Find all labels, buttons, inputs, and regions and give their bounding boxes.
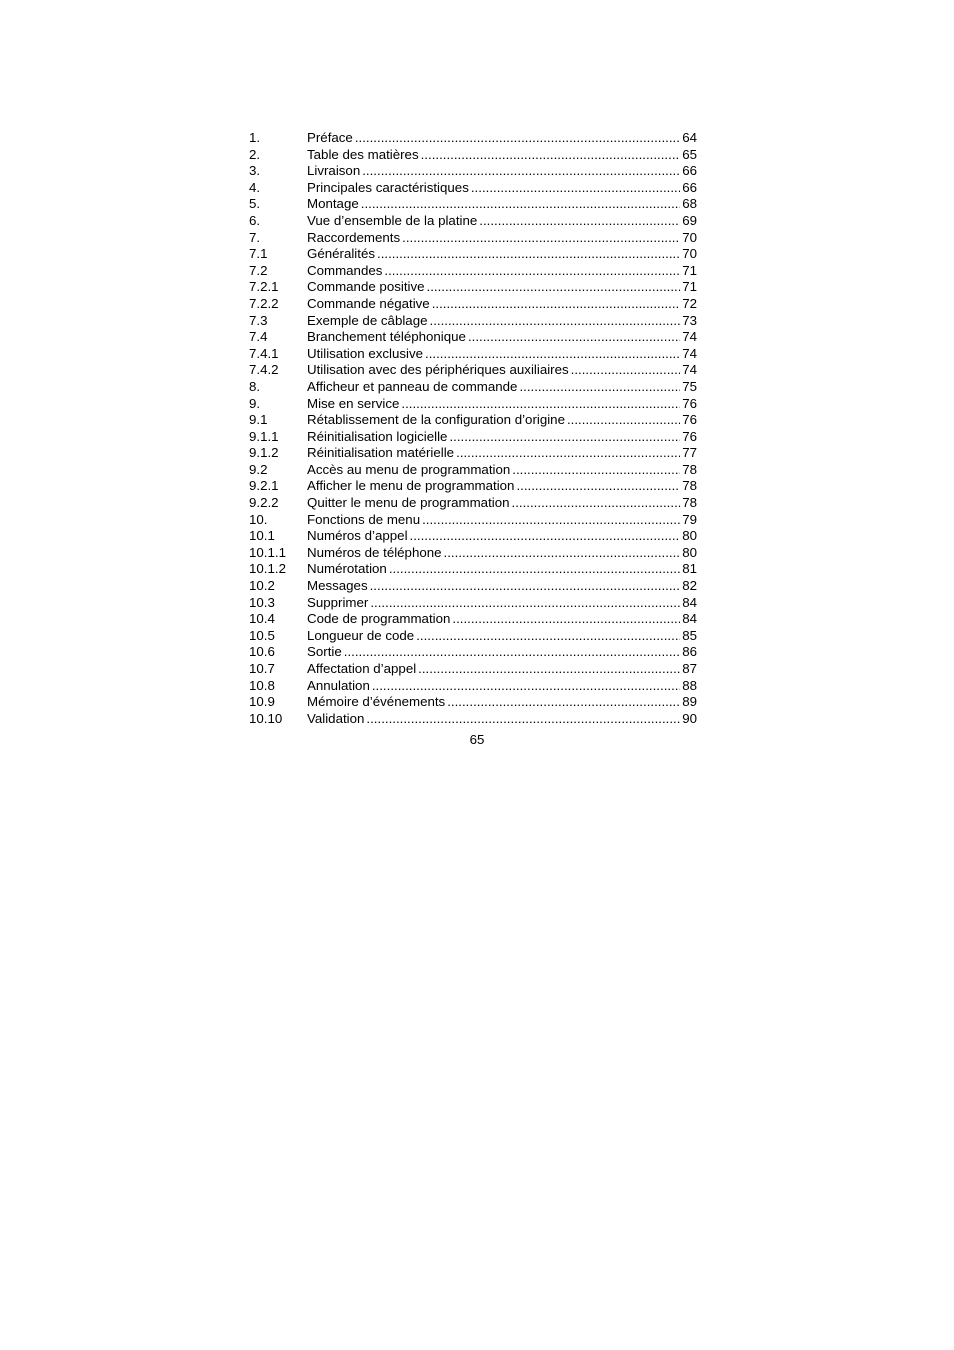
toc-row[interactable]: [249, 147, 697, 164]
toc-section-number: 9.2.1: [249, 478, 279, 494]
toc-entry: [307, 545, 697, 562]
toc-section-number: 9.2: [249, 461, 268, 477]
toc-section-number: 10.8: [249, 677, 275, 693]
toc-page-number: 89: [682, 694, 697, 710]
toc-section-number: 7.2: [249, 262, 268, 278]
toc-row[interactable]: [249, 528, 697, 545]
toc-row[interactable]: [249, 412, 697, 429]
toc-row[interactable]: [249, 561, 697, 578]
toc-section-number: 7.4: [249, 329, 268, 345]
toc-row[interactable]: [249, 196, 697, 213]
toc-leader-dots: [479, 213, 680, 230]
toc-leader-dots: [377, 246, 680, 263]
toc-page-number: 76: [682, 412, 697, 428]
toc-leader-dots: [370, 578, 681, 595]
toc-title: Afficher le menu de programmation: [307, 478, 515, 494]
toc-entry: [307, 478, 697, 495]
toc-row[interactable]: [249, 694, 697, 711]
toc-title: Code de programmation: [307, 611, 451, 627]
toc-row[interactable]: [249, 379, 697, 396]
toc-leader-dots: [430, 313, 681, 330]
toc-page-number: 70: [682, 229, 697, 245]
toc-entry: [307, 163, 697, 180]
toc-title: Montage: [307, 196, 359, 212]
toc-row[interactable]: [249, 213, 697, 230]
toc-title: Préface: [307, 130, 353, 145]
toc-page-number: 80: [682, 528, 697, 544]
toc-title: Accès au menu de programmation: [307, 461, 511, 477]
toc-leader-dots: [418, 661, 680, 678]
toc-row[interactable]: [249, 263, 697, 280]
toc-entry: [307, 296, 697, 313]
toc-title: Messages: [307, 578, 368, 594]
toc-leader-dots: [355, 130, 680, 147]
toc-page-number: 86: [682, 644, 697, 660]
toc-page-number: 64: [682, 130, 697, 145]
toc-title: Fonctions de menu: [307, 511, 421, 527]
toc-entry: [307, 346, 697, 363]
toc-section-number: 6.: [249, 212, 261, 228]
toc-page-number: 71: [682, 279, 697, 295]
toc-title: Commandes: [307, 262, 383, 278]
toc-leader-dots: [372, 678, 680, 695]
toc-entry: [307, 661, 697, 678]
toc-section-number: 10.6: [249, 644, 275, 660]
toc-entry: [307, 230, 697, 247]
toc-title: Numéros d’appel: [307, 528, 408, 544]
toc-entry: [307, 313, 697, 330]
toc-leader-dots: [432, 296, 681, 313]
toc-entry: [307, 396, 697, 413]
toc-title: Rétablissement de la configuration d’origine: [307, 412, 565, 428]
toc-title: Validation: [307, 710, 365, 726]
toc-section-number: 2.: [249, 146, 261, 162]
toc-section-number: 9.1: [249, 412, 268, 428]
toc-section-number: 10.9: [249, 694, 275, 710]
toc-page-number: 79: [682, 511, 697, 527]
toc-row[interactable]: [249, 595, 697, 612]
toc-entry: [307, 412, 697, 429]
toc-entry: [307, 130, 697, 147]
toc-section-number: 10.2: [249, 578, 275, 594]
toc-entry: [307, 678, 697, 695]
toc-entry: [307, 711, 697, 728]
toc-page-number: 84: [682, 611, 697, 627]
toc-leader-dots: [519, 379, 680, 396]
toc-row[interactable]: [249, 180, 697, 197]
toc-entry: [307, 246, 697, 263]
toc-title: Commande négative: [307, 295, 430, 311]
toc-title: Commande positive: [307, 279, 425, 295]
toc-row[interactable]: [249, 445, 697, 462]
toc-section-number: 10.7: [249, 661, 275, 676]
toc-leader-dots: [410, 528, 681, 545]
toc-page-number: 68: [682, 196, 697, 212]
toc-page-number: 72: [682, 295, 697, 311]
toc-section-number: 9.1.1: [249, 428, 279, 444]
toc-page-number: 76: [682, 395, 697, 411]
toc-entry: [307, 595, 697, 612]
toc-page-number: 70: [682, 246, 697, 262]
toc-row[interactable]: [249, 644, 697, 661]
toc-leader-dots: [402, 230, 680, 247]
toc-section-number: 10.1: [249, 528, 275, 544]
toc-leader-dots: [444, 545, 681, 562]
toc-entry: [307, 329, 697, 346]
toc-section-number: 7.: [249, 229, 261, 245]
toc-section-number: 4.: [249, 179, 261, 195]
toc-page-number: 74: [682, 362, 697, 378]
toc-title: Quitter le menu de programmation: [307, 495, 510, 511]
toc-title: Raccordements: [307, 229, 401, 245]
toc-page-number: 74: [682, 329, 697, 345]
toc-row[interactable]: [249, 512, 697, 529]
toc-leader-dots: [447, 694, 680, 711]
toc-section-number: 10.1.2: [249, 561, 286, 577]
table-of-contents: [249, 130, 697, 727]
toc-row[interactable]: [249, 661, 697, 678]
toc-entry: [307, 362, 697, 379]
toc-row[interactable]: [249, 163, 697, 180]
toc-page-number: 71: [682, 262, 697, 278]
toc-title: Principales caractéristiques: [307, 179, 469, 195]
toc-leader-dots: [384, 263, 680, 280]
toc-section-number: 10.1.1: [249, 544, 286, 560]
toc-row[interactable]: [249, 130, 697, 147]
toc-entry: [307, 628, 697, 645]
toc-leader-dots: [512, 495, 681, 512]
toc-entry: [307, 611, 697, 628]
toc-entry: [307, 196, 697, 213]
toc-page-number: 69: [682, 212, 697, 228]
toc-entry: [307, 147, 697, 164]
toc-title: Mise en service: [307, 395, 400, 411]
toc-entry: [307, 512, 697, 529]
toc-row[interactable]: [249, 545, 697, 562]
toc-page-number: 66: [682, 179, 697, 195]
toc-entry: [307, 445, 697, 462]
toc-section-number: 9.: [249, 395, 261, 411]
toc-page-number: 78: [682, 495, 697, 511]
toc-row[interactable]: [249, 495, 697, 512]
toc-row[interactable]: [249, 230, 697, 247]
toc-leader-dots: [512, 462, 680, 479]
toc-section-number: 10.: [249, 511, 268, 527]
toc-title: Table des matières: [307, 146, 419, 162]
toc-title: Longueur de code: [307, 627, 415, 643]
toc-page-number: 76: [682, 428, 697, 444]
toc-entry: [307, 561, 697, 578]
toc-row[interactable]: [249, 362, 697, 379]
toc-row[interactable]: [249, 578, 697, 595]
toc-leader-dots: [401, 396, 680, 413]
toc-row[interactable]: [249, 711, 697, 728]
toc-section-number: 7.3: [249, 312, 268, 328]
toc-page-number: 84: [682, 594, 697, 610]
toc-section-number: 10.4: [249, 611, 275, 627]
toc-title: Réinitialisation matérielle: [307, 445, 455, 461]
toc-section-number: 7.4.1: [249, 345, 279, 361]
toc-section-number: 10.10: [249, 710, 283, 726]
toc-row[interactable]: [249, 246, 697, 263]
toc-leader-dots: [422, 512, 680, 529]
toc-row[interactable]: [249, 628, 697, 645]
toc-row[interactable]: [249, 429, 697, 446]
toc-page-number: 81: [682, 561, 697, 577]
toc-row[interactable]: [249, 346, 697, 363]
toc-section-number: 7.1: [249, 246, 268, 262]
toc-entry: [307, 263, 697, 280]
toc-entry: [307, 644, 697, 661]
toc-leader-dots: [389, 561, 680, 578]
toc-section-number: 9.1.2: [249, 445, 279, 461]
toc-leader-dots: [366, 711, 680, 728]
toc-page-number: 75: [682, 378, 697, 394]
toc-leader-dots: [456, 445, 680, 462]
toc-page-number: 66: [682, 163, 697, 179]
toc-leader-dots: [427, 279, 681, 296]
toc-leader-dots: [449, 429, 680, 446]
toc-page-number: 65: [682, 146, 697, 162]
toc-section-number: 9.2.2: [249, 495, 279, 511]
toc-leader-dots: [361, 196, 680, 213]
toc-leader-dots: [370, 595, 680, 612]
toc-title: Réinitialisation logicielle: [307, 428, 448, 444]
toc-page-number: 82: [682, 578, 697, 594]
toc-leader-dots: [452, 611, 680, 628]
page-number: 65: [469, 732, 485, 747]
toc-row[interactable]: [249, 478, 697, 495]
toc-page-number: 78: [682, 478, 697, 494]
toc-leader-dots: [516, 478, 680, 495]
toc-entry: [307, 213, 697, 230]
toc-page-number: 78: [682, 461, 697, 477]
toc-section-number: 8.: [249, 378, 261, 394]
toc-title: Généralités: [307, 246, 375, 262]
toc-row[interactable]: [249, 396, 697, 413]
toc-leader-dots: [571, 362, 681, 379]
toc-section-number: 7.4.2: [249, 362, 279, 378]
toc-entry: [307, 495, 697, 512]
toc-page-number: 87: [682, 661, 697, 676]
toc-title: Utilisation avec des périphériques auxiliaires: [307, 362, 569, 378]
toc-entry: [307, 379, 697, 396]
toc-row[interactable]: [249, 678, 697, 695]
toc-row[interactable]: [249, 279, 697, 296]
toc-row[interactable]: [249, 329, 697, 346]
toc-page-number: 77: [682, 445, 697, 461]
toc-title: Afficheur et panneau de commande: [307, 378, 518, 394]
toc-entry: [307, 279, 697, 296]
toc-page-number: 80: [682, 544, 697, 560]
toc-page-number: 85: [682, 627, 697, 643]
toc-title: Livraison: [307, 163, 361, 179]
toc-title: Exemple de câblage: [307, 312, 428, 328]
toc-entry: [307, 462, 697, 479]
toc-row[interactable]: [249, 462, 697, 479]
toc-entry: [307, 694, 697, 711]
toc-leader-dots: [421, 147, 681, 164]
toc-title: Vue d’ensemble de la platine: [307, 212, 478, 228]
toc-section-number: 1.: [249, 130, 261, 145]
toc-section-number: 7.2.1: [249, 279, 279, 295]
toc-page-number: 73: [682, 312, 697, 328]
toc-title: Supprimer: [307, 594, 369, 610]
toc-title: Annulation: [307, 677, 370, 693]
toc-row[interactable]: [249, 296, 697, 313]
toc-title: Utilisation exclusive: [307, 345, 424, 361]
toc-row[interactable]: [249, 611, 697, 628]
toc-entry: [307, 429, 697, 446]
toc-leader-dots: [344, 644, 680, 661]
toc-leader-dots: [362, 163, 680, 180]
toc-title: Numéros de téléphone: [307, 544, 442, 560]
toc-title: Sortie: [307, 644, 342, 660]
toc-leader-dots: [468, 329, 680, 346]
toc-leader-dots: [416, 628, 680, 645]
toc-row[interactable]: [249, 313, 697, 330]
toc-entry: [307, 578, 697, 595]
toc-page-number: 88: [682, 677, 697, 693]
toc-section-number: 3.: [249, 163, 261, 179]
toc-section-number: 10.3: [249, 594, 275, 610]
toc-leader-dots: [471, 180, 680, 197]
toc-title: Mémoire d’événements: [307, 694, 446, 710]
toc-entry: [307, 528, 697, 545]
toc-leader-dots: [567, 412, 680, 429]
toc-section-number: 10.5: [249, 627, 275, 643]
toc-page-number: 90: [682, 710, 697, 726]
toc-title: Branchement téléphonique: [307, 329, 466, 345]
toc-section-number: 7.2.2: [249, 295, 279, 311]
toc-leader-dots: [425, 346, 680, 363]
toc-title: Numérotation: [307, 561, 387, 577]
toc-entry: [307, 180, 697, 197]
toc-title: Affectation d’appel: [307, 661, 417, 676]
toc-page-number: 74: [682, 345, 697, 361]
toc-section-number: 5.: [249, 196, 261, 212]
